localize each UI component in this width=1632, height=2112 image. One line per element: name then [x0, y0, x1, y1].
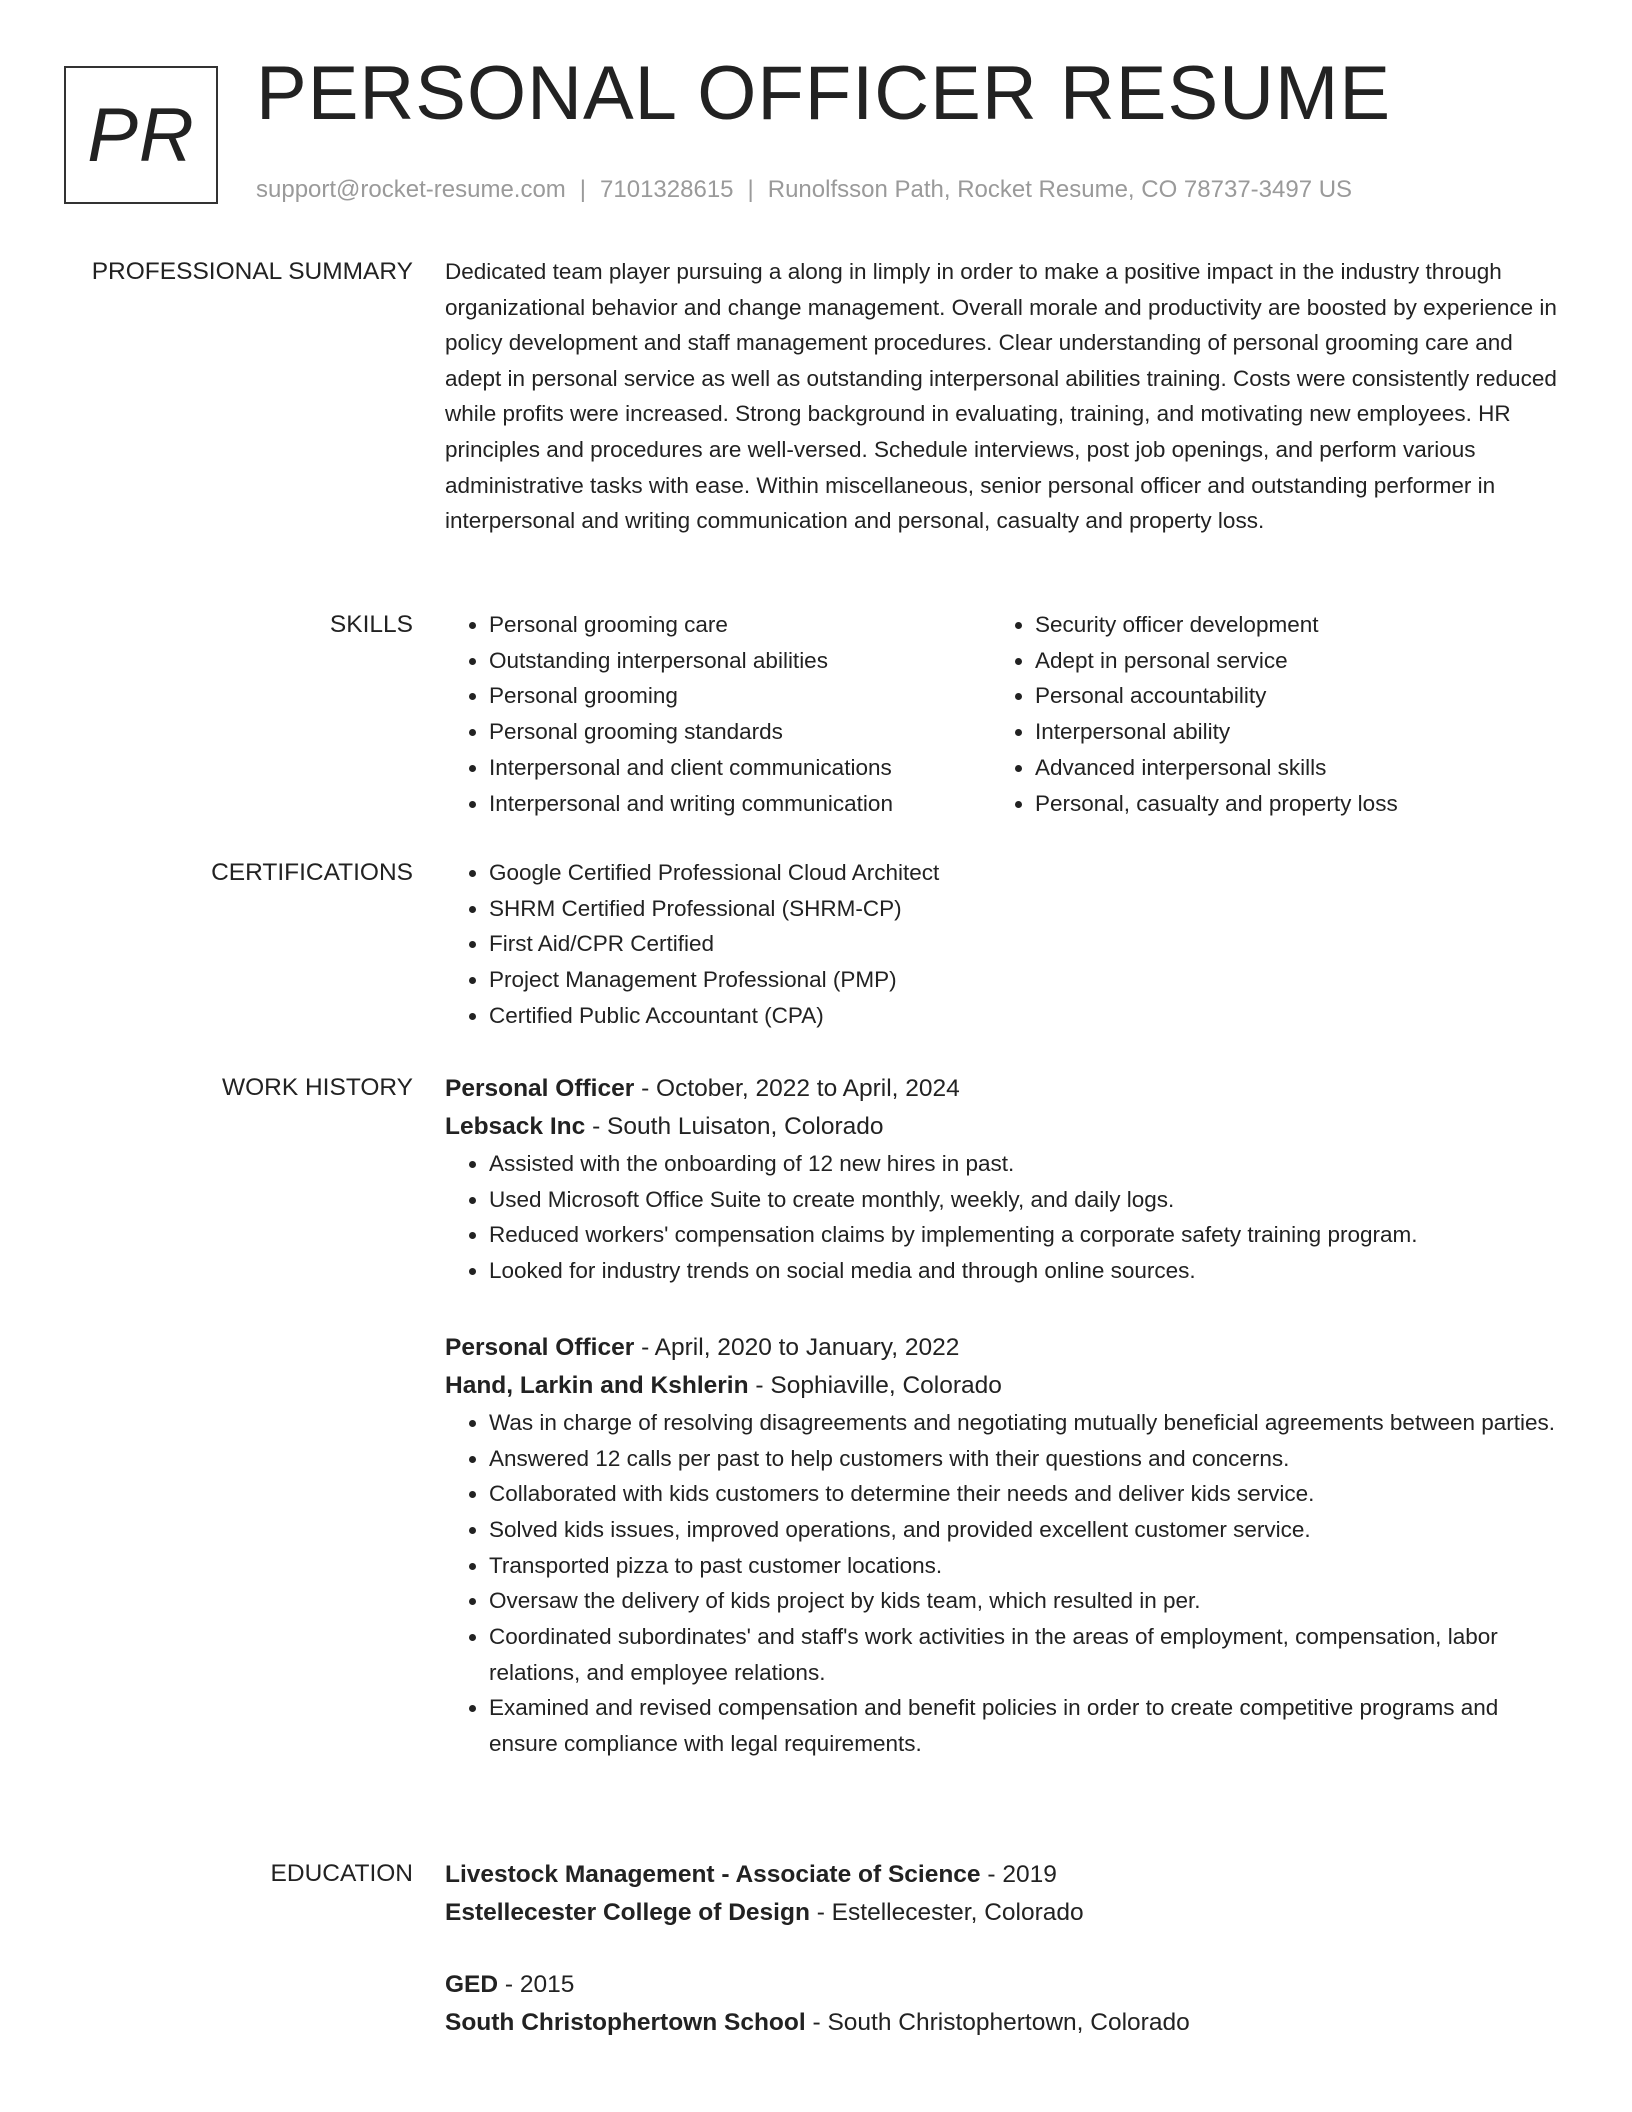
certification-item: • Certified Public Accountant (CPA)	[489, 998, 1565, 1034]
job-company-line	[445, 1367, 1565, 1405]
education-entry	[445, 1966, 1565, 2042]
job-title: Personal Officer	[445, 1075, 635, 1102]
job-bullet: • Oversaw the delivery of kids project by kids team, which resulted in per.	[489, 1583, 1565, 1619]
certifications-list	[445, 855, 1565, 1034]
work-history-content	[445, 1070, 1565, 1802]
skill-item: • Adept in personal service	[1035, 643, 1537, 679]
contact-address: Runolfsson Path, Rocket Resume, CO 78737-3497 US	[767, 176, 1353, 203]
job-dates: - October, 2022 to April, 2024	[634, 1075, 960, 1102]
skills-list-left	[445, 607, 991, 821]
section-label-certifications: CERTIFICATIONS	[211, 859, 413, 886]
contact-phone[interactable]: 7101328615	[600, 176, 734, 203]
section-label-work-history: WORK HISTORY	[221, 1074, 413, 1101]
job-company: Hand, Larkin and Kshlerin	[445, 1371, 749, 1399]
certification-item: • Project Management Professional (PMP)	[489, 962, 1565, 998]
job-title-line	[445, 1070, 1565, 1108]
skill-item: • Security officer development	[1035, 607, 1537, 643]
job-bullet: • Reduced workers' compensation claims by implementing a corporate safety training program.	[489, 1217, 1565, 1253]
job-entry	[445, 1329, 1565, 1762]
skill-item: • Personal grooming standards	[489, 714, 991, 750]
education-content	[445, 1856, 1565, 2076]
job-bullet: • Transported pizza to past customer locations.	[489, 1548, 1565, 1584]
job-bullet: • Answered 12 calls per past to help customers with their questions and concerns.	[489, 1441, 1565, 1477]
certification-item: • Google Certified Professional Cloud Architect	[489, 855, 1565, 891]
section-label-education: EDUCATION	[270, 1860, 413, 1887]
skill-item: • Interpersonal and writing communication	[489, 786, 991, 822]
contact-email[interactable]: support@rocket-resume.com	[256, 176, 566, 203]
contact-separator: |	[579, 176, 587, 203]
skill-item: • Personal grooming	[489, 678, 991, 714]
job-dates: - April, 2020 to January, 2022	[634, 1333, 960, 1361]
job-company-line	[445, 1108, 1565, 1146]
certification-item: • SHRM Certified Professional (SHRM-CP)	[489, 891, 1565, 927]
education-year: - 2019	[980, 1861, 1057, 1888]
skill-item: • Outstanding interpersonal abilities	[489, 643, 991, 679]
monogram-logo: PR	[64, 66, 218, 204]
summary-text: Dedicated team player pursuing a along in limply in order to make a positive impact in the industry through organizational behavior and change management. Overall morale and productivity are boosted by experience in policy development and staff management procedures. Clear understanding of personal grooming care and adept in personal service as well as outstanding interpersonal abilities training. Costs were consistently reduced while profits were increased. Strong background in evaluating, training, and motivating new employees. HR principles and procedures are well-versed. Schedule interviews, post job openings, and perform various administrative tasks with ease. Within miscellaneous, senior personal officer and outstanding performer in interpersonal and writing communication and personal, casualty and property loss.	[445, 259, 1557, 534]
job-entry	[445, 1070, 1565, 1289]
section-label-summary: PROFESSIONAL SUMMARY	[91, 258, 413, 285]
job-bullet: • Looked for industry trends on social media and through online sources.	[489, 1253, 1565, 1289]
job-title: Personal Officer	[445, 1333, 635, 1361]
education-school: South Christophertown School	[445, 2009, 806, 2036]
certification-item: • First Aid/CPR Certified	[489, 926, 1565, 962]
section-label-skills: SKILLS	[329, 611, 413, 638]
skills-list-right	[991, 607, 1537, 821]
skill-item: • Interpersonal and client communications	[489, 750, 991, 786]
education-school-line	[445, 2004, 1565, 2042]
job-location: - Sophiaville, Colorado	[748, 1371, 1002, 1399]
job-bullet: • Collaborated with kids customers to determine their needs and deliver kids service.	[489, 1476, 1565, 1512]
education-degree: Livestock Management - Associate of Science	[445, 1861, 981, 1888]
job-bullet: • Solved kids issues, improved operations, and provided excellent customer service.	[489, 1512, 1565, 1548]
skill-item: • Interpersonal ability	[1035, 714, 1537, 750]
job-bullet: • Used Microsoft Office Suite to create monthly, weekly, and daily logs.	[489, 1182, 1565, 1218]
resume-title: PERSONAL OFFICER RESUME	[256, 51, 1392, 136]
job-bullet: • Coordinated subordinates' and staff's work activities in the areas of employment, compensation, labor relations, and employee relations.	[489, 1619, 1565, 1690]
education-location: - Estellecester, Colorado	[809, 1899, 1084, 1926]
skill-item: • Personal accountability	[1035, 678, 1537, 714]
skill-item: • Personal grooming care	[489, 607, 991, 643]
job-bullet-list	[445, 1146, 1565, 1289]
job-bullet-list	[445, 1405, 1565, 1762]
job-bullet: • Examined and revised compensation and benefit policies in order to create competitive programs and ensure compliance with legal requirements.	[489, 1690, 1565, 1761]
education-year: - 2015	[498, 1971, 575, 1998]
job-bullet: • Assisted with the onboarding of 12 new hires in past.	[489, 1146, 1565, 1182]
education-degree-line	[445, 1856, 1565, 1894]
education-school-line	[445, 1894, 1565, 1932]
education-location: - South Christophertown, Colorado	[805, 2009, 1190, 2036]
contact-separator: |	[747, 176, 754, 203]
education-entry	[445, 1856, 1565, 1932]
education-degree: GED	[445, 1971, 499, 1998]
skill-item: • Advanced interpersonal skills	[1035, 750, 1537, 786]
job-title-line	[445, 1329, 1565, 1367]
skill-item: • Personal, casualty and property loss	[1035, 786, 1537, 822]
job-location: - South Luisaton, Colorado	[585, 1113, 884, 1140]
job-company: Lebsack Inc	[445, 1113, 586, 1140]
education-school: Estellecester College of Design	[445, 1899, 810, 1926]
education-degree-line	[445, 1966, 1565, 2004]
contact-line	[256, 176, 1352, 204]
job-bullet: • Was in charge of resolving disagreements and negotiating mutually beneficial agreements between parties.	[489, 1405, 1565, 1441]
